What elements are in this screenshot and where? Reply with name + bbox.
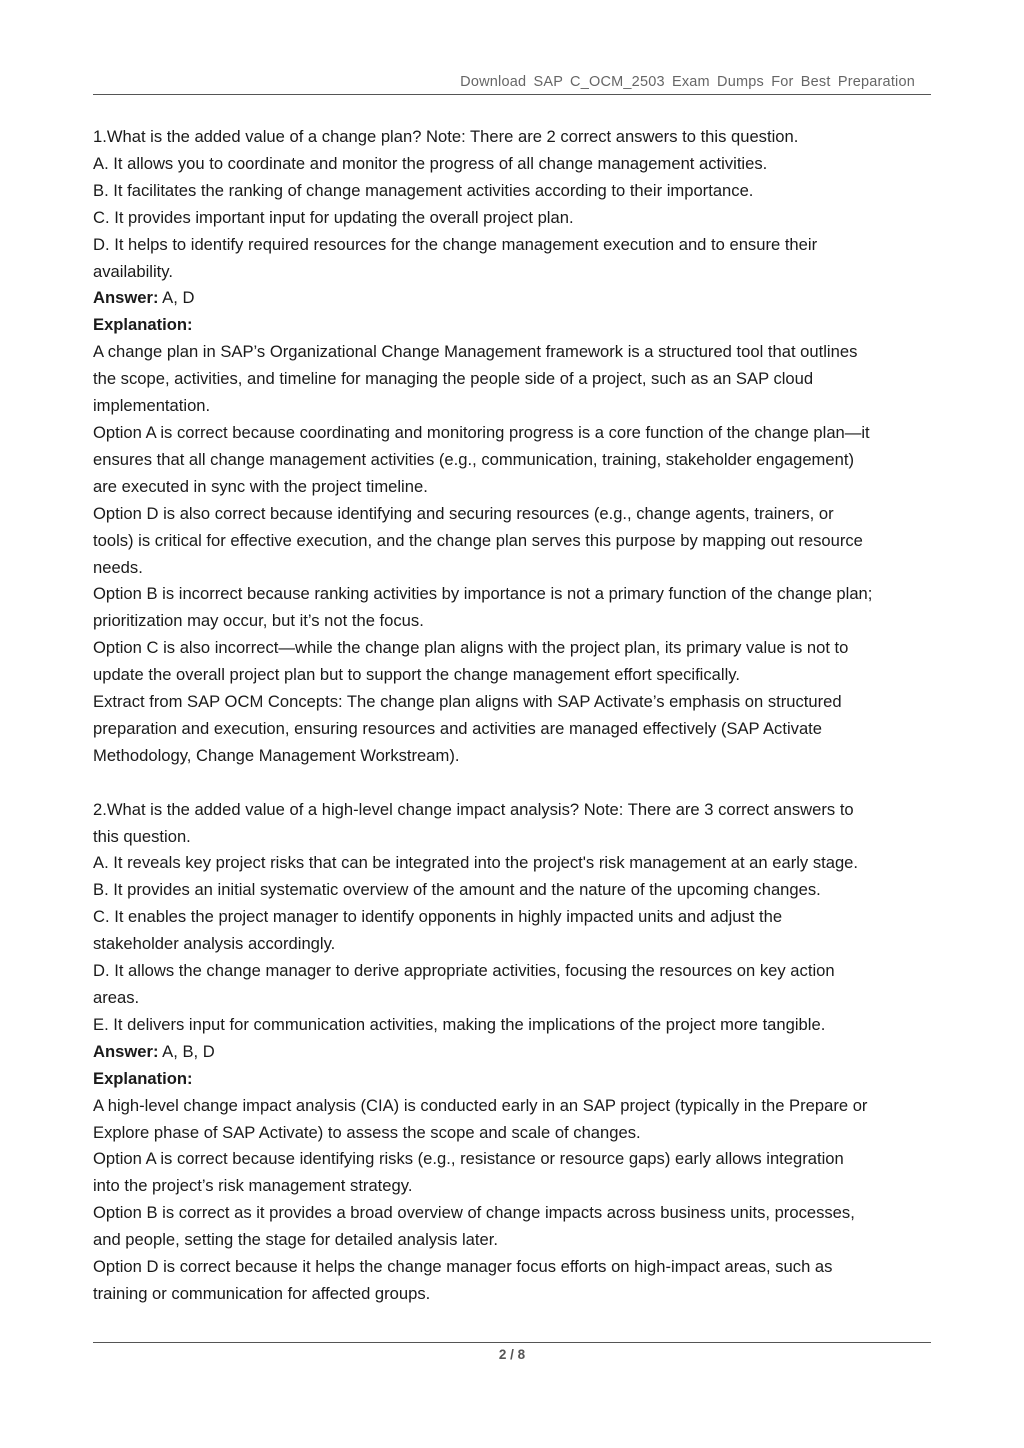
q2-explanation-line: Option A is correct because identifying risks (e.g., resistance or resource gaps) early allows integration	[93, 1149, 844, 1169]
q1-explanation-line: Methodology, Change Management Workstream).	[93, 745, 460, 765]
q1-option-b: B. It facilitates the ranking of change management activities according to their importance.	[93, 180, 754, 200]
document-body	[93, 124, 943, 1308]
q1-explanation-line: Option B is incorrect because ranking activities by importance is not a primary function of the change plan;	[93, 584, 873, 604]
q2-explanation-line: Option B is correct as it provides a broad overview of change impacts across business units, processes,	[93, 1203, 855, 1223]
q1-option-c: C. It provides important input for updating the overall project plan.	[93, 207, 574, 227]
q1-option-a: A. It allows you to coordinate and monitor the progress of all change management activities.	[93, 153, 768, 173]
q2-explanation-line: training or communication for affected groups.	[93, 1283, 431, 1303]
q2-question: 2.What is the added value of a high-level change impact analysis? Note: There are 3 correct answers to	[93, 799, 854, 819]
header-title: Download SAP C_OCM_2503 Exam Dumps For Best Preparation	[460, 74, 915, 90]
q1-explanation-line: update the overall project plan but to support the change management effort specifically.	[93, 665, 740, 685]
q2-explanation-line: and people, setting the stage for detailed analysis later.	[93, 1230, 498, 1250]
q2-option-c-cont: stakeholder analysis accordingly.	[93, 934, 336, 954]
q1-explanation-line: the scope, activities, and timeline for managing the people side of a project, such as an SAP cloud	[93, 369, 814, 389]
q1-explanation-line: needs.	[93, 557, 143, 577]
q2-option-d-cont: areas.	[93, 987, 140, 1007]
page-header	[93, 70, 931, 95]
q1-answer	[93, 285, 943, 312]
q1-explanation-label: Explanation:	[93, 315, 193, 335]
q1-explanation-line: Option A is correct because coordinating and monitoring progress is a core function of the change plan—it	[93, 422, 870, 442]
q2-answer-label: Answer:	[93, 1041, 159, 1061]
q1-explanation-line: tools) is critical for effective execution, and the change plan serves this purpose by mapping out resource	[93, 530, 863, 550]
page-number: 2 / 8	[498, 1347, 526, 1362]
q2-option-e: E. It delivers input for communication activities, making the implications of the project more tangible.	[93, 1014, 826, 1034]
q2-option-a: A. It reveals key project risks that can be integrated into the project's risk management at an early stage.	[93, 853, 859, 873]
q1-explanation-line: preparation and execution, ensuring resources and activities are managed effectively (SAP Activate	[93, 718, 823, 738]
q2-explanation-line: into the project’s risk management strategy.	[93, 1176, 413, 1196]
q1-explanation-line: Option C is also incorrect—while the change plan aligns with the project plan, its primary value is not to	[93, 638, 849, 658]
q2-answer	[93, 1039, 943, 1066]
q1-explanation-line: Extract from SAP OCM Concepts: The change plan aligns with SAP Activate’s emphasis on structured	[93, 692, 842, 712]
q1-explanation-line: A change plan in SAP’s Organizational Change Management framework is a structured tool that outlines	[93, 342, 858, 362]
q1-question: 1.What is the added value of a change plan? Note: There are 2 correct answers to this question.	[93, 127, 799, 146]
q2-option-d: D. It allows the change manager to derive appropriate activities, focusing the resources on key action	[93, 961, 835, 981]
q2-question-cont: this question.	[93, 826, 191, 846]
q1-option-d: D. It helps to identify required resources for the change management execution and to ensure their	[93, 234, 818, 254]
q1-explanation-line: are executed in sync with the project timeline.	[93, 476, 428, 496]
q1-answer-label: Answer:	[93, 288, 159, 308]
q2-answer-value: A, B, D	[158, 1041, 215, 1061]
q2-explanation-line: Option D is correct because it helps the change manager focus efforts on high-impact areas, such as	[93, 1257, 833, 1277]
q2-option-c: C. It enables the project manager to identify opponents in highly impacted units and adjust the	[93, 907, 783, 927]
q2-explanation-line: A high-level change impact analysis (CIA) is conducted early in an SAP project (typically in the Prepare or	[93, 1095, 868, 1115]
page-footer	[93, 1342, 931, 1362]
q1-answer-value: A, D	[158, 288, 195, 308]
q1-explanation-line: implementation.	[93, 396, 211, 416]
q2-explanation-line: Explore phase of SAP Activate) to assess the scope and scale of changes.	[93, 1122, 641, 1142]
q2-option-b: B. It provides an initial systematic overview of the amount and the nature of the upcoming changes.	[93, 880, 821, 900]
paragraph-gap	[93, 770, 943, 797]
q2-explanation-label: Explanation:	[93, 1068, 193, 1088]
q1-explanation-line: Option D is also correct because identifying and securing resources (e.g., change agents, trainers, or	[93, 503, 834, 523]
q1-option-d-cont: availability.	[93, 261, 173, 281]
q1-explanation-line: prioritization may occur, but it’s not the focus.	[93, 611, 424, 631]
q1-explanation-line: ensures that all change management activities (e.g., communication, training, stakeholder engagement)	[93, 449, 854, 469]
